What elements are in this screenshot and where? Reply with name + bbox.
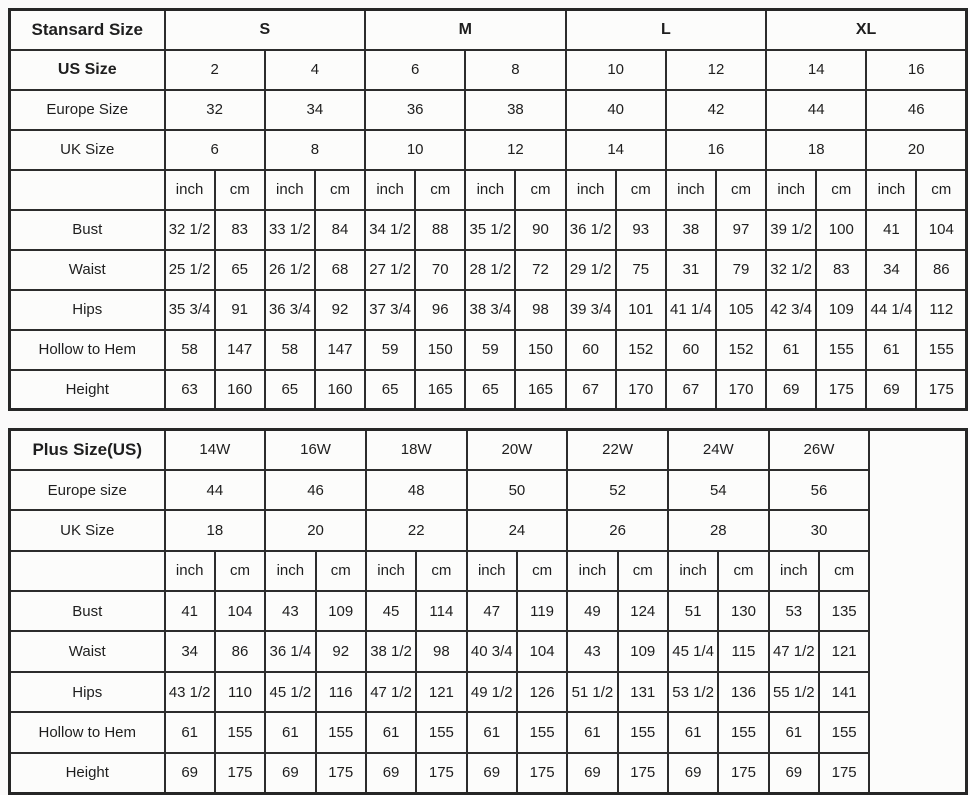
- measurement-value: 40 3/4: [467, 631, 517, 671]
- size-value: 14: [766, 50, 866, 90]
- measurement-value: 175: [816, 370, 866, 410]
- measurement-value: 69: [769, 753, 819, 793]
- size-value: 12: [666, 50, 766, 90]
- unit-header: inch: [567, 551, 617, 591]
- measurement-value: 45 1/4: [668, 631, 718, 671]
- measurement-value: 51 1/2: [567, 672, 617, 712]
- size-value: 8: [265, 130, 365, 170]
- measurement-value: 41 1/4: [666, 290, 716, 330]
- measurement-value: 175: [215, 753, 265, 793]
- unit-header: cm: [716, 170, 766, 210]
- corner-label: Plus Size(US): [10, 430, 165, 470]
- header-row: [10, 10, 967, 50]
- measurement-value: 104: [517, 631, 567, 671]
- measurement-value: 155: [916, 330, 966, 370]
- measurement-value: 83: [215, 210, 265, 250]
- measurement-value: 38: [666, 210, 716, 250]
- size-value: 12: [465, 130, 565, 170]
- measurement-value: 29 1/2: [566, 250, 616, 290]
- size-value: 30: [769, 510, 870, 550]
- measurement-value: 115: [718, 631, 768, 671]
- measurement-value: 126: [517, 672, 567, 712]
- unit-header: cm: [517, 551, 567, 591]
- measurement-value: 32 1/2: [165, 210, 215, 250]
- measurement-value: 72: [515, 250, 565, 290]
- measurement-value: 69: [668, 753, 718, 793]
- size-value: 10: [365, 130, 465, 170]
- measurement-value: 65: [215, 250, 265, 290]
- size-value: 16: [666, 130, 766, 170]
- measurement-value: 41: [866, 210, 916, 250]
- measurement-value: 152: [716, 330, 766, 370]
- empty-column: [869, 430, 966, 794]
- measurement-value: 175: [316, 753, 366, 793]
- unit-header: inch: [769, 551, 819, 591]
- size-value: 18: [165, 510, 266, 550]
- size-value: 18: [766, 130, 866, 170]
- measurement-value: 155: [618, 712, 668, 752]
- measurement-value: 59: [465, 330, 515, 370]
- unit-header: inch: [165, 170, 215, 210]
- unit-header: inch: [366, 551, 416, 591]
- size-value: 26: [567, 510, 668, 550]
- measurement-value: 36 3/4: [265, 290, 315, 330]
- measurement-value: 61: [668, 712, 718, 752]
- measurement-value: 170: [716, 370, 766, 410]
- measurement-value: 28 1/2: [465, 250, 515, 290]
- measurement-value: 69: [265, 753, 315, 793]
- measurement-value: 53 1/2: [668, 672, 718, 712]
- row-label: Hips: [10, 290, 165, 330]
- measurement-value: 34: [165, 631, 215, 671]
- row-label: Waist: [10, 250, 165, 290]
- measurement-value: 69: [165, 753, 215, 793]
- header-row: [10, 430, 967, 470]
- size-value: 42: [666, 90, 766, 130]
- row-label: Europe size: [10, 470, 165, 510]
- measurement-value: 67: [566, 370, 616, 410]
- measurement-value: 86: [215, 631, 265, 671]
- measurement-value: 47: [467, 591, 517, 631]
- row-label: US Size: [10, 50, 165, 90]
- measurement-value: 131: [618, 672, 668, 712]
- measurement-row: [10, 290, 967, 330]
- measurement-value: 93: [616, 210, 666, 250]
- measurement-value: 165: [415, 370, 465, 410]
- measurement-value: 34 1/2: [365, 210, 415, 250]
- size-value: 2: [165, 50, 265, 90]
- measurement-value: 101: [616, 290, 666, 330]
- measurement-value: 175: [517, 753, 567, 793]
- measurement-value: 84: [315, 210, 365, 250]
- measurement-value: 35 3/4: [165, 290, 215, 330]
- unit-header: cm: [215, 551, 265, 591]
- unit-header: cm: [416, 551, 466, 591]
- row-label: Hollow to Hem: [10, 712, 165, 752]
- measurement-value: 155: [517, 712, 567, 752]
- unit-header: cm: [816, 170, 866, 210]
- unit-header: inch: [566, 170, 616, 210]
- measurement-row: [10, 250, 967, 290]
- measurement-value: 175: [618, 753, 668, 793]
- measurement-value: 44 1/4: [866, 290, 916, 330]
- measurement-row: [10, 591, 967, 631]
- measurement-value: 90: [515, 210, 565, 250]
- measurement-value: 124: [618, 591, 668, 631]
- measurement-value: 38 1/2: [366, 631, 416, 671]
- size-value: 46: [265, 470, 366, 510]
- size-group-header: 14W: [165, 430, 266, 470]
- measurement-value: 45 1/2: [265, 672, 315, 712]
- measurement-value: 69: [567, 753, 617, 793]
- measurement-value: 35 1/2: [465, 210, 515, 250]
- row-label: Hips: [10, 672, 165, 712]
- measurement-value: 61: [866, 330, 916, 370]
- unit-header: inch: [766, 170, 816, 210]
- measurement-value: 61: [766, 330, 816, 370]
- measurement-value: 109: [618, 631, 668, 671]
- size-group-header: M: [365, 10, 566, 50]
- measurement-value: 121: [819, 631, 869, 671]
- unit-header: inch: [365, 170, 415, 210]
- unit-header: cm: [718, 551, 768, 591]
- measurement-value: 68: [315, 250, 365, 290]
- size-value: 20: [265, 510, 366, 550]
- size-value: 14: [566, 130, 666, 170]
- measurement-row: [10, 631, 967, 671]
- unit-header: inch: [265, 170, 315, 210]
- size-row: [10, 470, 967, 510]
- measurement-value: 97: [716, 210, 766, 250]
- size-row: [10, 90, 967, 130]
- size-group-header: L: [566, 10, 767, 50]
- measurement-value: 65: [265, 370, 315, 410]
- size-value: 24: [467, 510, 568, 550]
- measurement-value: 150: [515, 330, 565, 370]
- measurement-value: 150: [415, 330, 465, 370]
- size-row: [10, 510, 967, 550]
- measurement-value: 61: [769, 712, 819, 752]
- measurement-value: 112: [916, 290, 966, 330]
- measurement-value: 96: [415, 290, 465, 330]
- size-value: 4: [265, 50, 365, 90]
- measurement-value: 86: [916, 250, 966, 290]
- row-label: Europe Size: [10, 90, 165, 130]
- measurement-value: 41: [165, 591, 215, 631]
- measurement-value: 165: [515, 370, 565, 410]
- measurement-value: 65: [365, 370, 415, 410]
- size-value: 8: [465, 50, 565, 90]
- measurement-value: 104: [916, 210, 966, 250]
- unit-header: inch: [465, 170, 515, 210]
- size-value: 48: [366, 470, 467, 510]
- size-value: 6: [165, 130, 265, 170]
- measurement-value: 69: [766, 370, 816, 410]
- size-value: 44: [165, 470, 266, 510]
- measurement-value: 98: [416, 631, 466, 671]
- measurement-value: 36 1/2: [566, 210, 616, 250]
- row-label: Bust: [10, 591, 165, 631]
- measurement-value: 98: [515, 290, 565, 330]
- size-group-header: XL: [766, 10, 967, 50]
- unit-header: inch: [467, 551, 517, 591]
- size-value: 46: [866, 90, 966, 130]
- unit-header: cm: [415, 170, 465, 210]
- unit-header: cm: [819, 551, 869, 591]
- measurement-value: 38 3/4: [465, 290, 515, 330]
- measurement-value: 121: [416, 672, 466, 712]
- row-label: Bust: [10, 210, 165, 250]
- size-value: 16: [866, 50, 966, 90]
- size-group-header: 22W: [567, 430, 668, 470]
- measurement-value: 47 1/2: [769, 631, 819, 671]
- measurement-value: 39 1/2: [766, 210, 816, 250]
- measurement-value: 63: [165, 370, 215, 410]
- size-value: 6: [365, 50, 465, 90]
- measurement-value: 51: [668, 591, 718, 631]
- unit-header: cm: [316, 551, 366, 591]
- size-row: [10, 130, 967, 170]
- measurement-value: 58: [165, 330, 215, 370]
- measurement-value: 152: [616, 330, 666, 370]
- measurement-value: 31: [666, 250, 716, 290]
- measurement-value: 160: [215, 370, 265, 410]
- measurement-value: 27 1/2: [365, 250, 415, 290]
- measurement-value: 61: [467, 712, 517, 752]
- measurement-value: 116: [316, 672, 366, 712]
- row-label: Height: [10, 753, 165, 793]
- measurement-value: 155: [819, 712, 869, 752]
- measurement-value: 53: [769, 591, 819, 631]
- unit-header: inch: [668, 551, 718, 591]
- measurement-value: 175: [718, 753, 768, 793]
- measurement-value: 79: [716, 250, 766, 290]
- measurement-row: [10, 672, 967, 712]
- unit-header: inch: [265, 551, 315, 591]
- measurement-value: 170: [616, 370, 666, 410]
- row-label: Height: [10, 370, 165, 410]
- row-label-empty: [10, 170, 165, 210]
- measurement-value: 147: [215, 330, 265, 370]
- measurement-value: 26 1/2: [265, 250, 315, 290]
- measurement-value: 175: [916, 370, 966, 410]
- measurement-value: 36 1/4: [265, 631, 315, 671]
- measurement-value: 100: [816, 210, 866, 250]
- measurement-value: 175: [819, 753, 869, 793]
- measurement-value: 60: [666, 330, 716, 370]
- measurement-value: 65: [465, 370, 515, 410]
- size-value: 10: [566, 50, 666, 90]
- row-label: UK Size: [10, 130, 165, 170]
- size-group-header: 16W: [265, 430, 366, 470]
- row-label-empty: [10, 551, 165, 591]
- size-value: 38: [465, 90, 565, 130]
- unit-header: inch: [666, 170, 716, 210]
- measurement-value: 75: [616, 250, 666, 290]
- measurement-value: 69: [866, 370, 916, 410]
- measurement-value: 42 3/4: [766, 290, 816, 330]
- measurement-value: 45: [366, 591, 416, 631]
- measurement-value: 114: [416, 591, 466, 631]
- unit-header: cm: [515, 170, 565, 210]
- size-value: 44: [766, 90, 866, 130]
- unit-row: [10, 551, 967, 591]
- measurement-value: 155: [215, 712, 265, 752]
- measurement-value: 109: [816, 290, 866, 330]
- measurement-value: 39 3/4: [566, 290, 616, 330]
- measurement-value: 135: [819, 591, 869, 631]
- measurement-value: 92: [316, 631, 366, 671]
- measurement-value: 61: [265, 712, 315, 752]
- size-value: 50: [467, 470, 568, 510]
- unit-header: cm: [616, 170, 666, 210]
- measurement-value: 105: [716, 290, 766, 330]
- measurement-value: 147: [315, 330, 365, 370]
- unit-row: [10, 170, 967, 210]
- measurement-value: 136: [718, 672, 768, 712]
- measurement-value: 88: [415, 210, 465, 250]
- row-label: Waist: [10, 631, 165, 671]
- measurement-value: 55 1/2: [769, 672, 819, 712]
- measurement-row: [10, 330, 967, 370]
- measurement-value: 47 1/2: [366, 672, 416, 712]
- unit-header: cm: [215, 170, 265, 210]
- measurement-value: 69: [366, 753, 416, 793]
- size-group-header: 24W: [668, 430, 769, 470]
- unit-header: inch: [165, 551, 215, 591]
- measurement-value: 67: [666, 370, 716, 410]
- measurement-value: 59: [365, 330, 415, 370]
- measurement-value: 92: [315, 290, 365, 330]
- corner-label: Stansard Size: [10, 10, 165, 50]
- measurement-value: 49: [567, 591, 617, 631]
- plus-size-chart-table: [8, 428, 968, 795]
- measurement-value: 141: [819, 672, 869, 712]
- measurement-value: 69: [467, 753, 517, 793]
- measurement-row: [10, 210, 967, 250]
- measurement-value: 43: [567, 631, 617, 671]
- size-value: 52: [567, 470, 668, 510]
- size-group-header: 26W: [769, 430, 870, 470]
- measurement-value: 155: [316, 712, 366, 752]
- measurement-row: [10, 753, 967, 793]
- measurement-value: 155: [718, 712, 768, 752]
- size-value: 54: [668, 470, 769, 510]
- unit-header: inch: [866, 170, 916, 210]
- measurement-value: 119: [517, 591, 567, 631]
- measurement-value: 49 1/2: [467, 672, 517, 712]
- measurement-row: [10, 712, 967, 752]
- measurement-value: 110: [215, 672, 265, 712]
- measurement-value: 43: [265, 591, 315, 631]
- measurement-value: 25 1/2: [165, 250, 215, 290]
- size-value: 56: [769, 470, 870, 510]
- size-value: 34: [265, 90, 365, 130]
- measurement-value: 61: [366, 712, 416, 752]
- unit-header: cm: [315, 170, 365, 210]
- measurement-value: 34: [866, 250, 916, 290]
- measurement-value: 70: [415, 250, 465, 290]
- measurement-value: 60: [566, 330, 616, 370]
- size-row: [10, 50, 967, 90]
- measurement-value: 91: [215, 290, 265, 330]
- row-label: Hollow to Hem: [10, 330, 165, 370]
- size-group-header: 20W: [467, 430, 568, 470]
- size-group-header: S: [165, 10, 366, 50]
- size-value: 22: [366, 510, 467, 550]
- measurement-row: [10, 370, 967, 410]
- size-value: 40: [566, 90, 666, 130]
- measurement-value: 32 1/2: [766, 250, 816, 290]
- standard-size-chart-table: [8, 8, 968, 411]
- size-value: 20: [866, 130, 966, 170]
- measurement-value: 130: [718, 591, 768, 631]
- measurement-value: 160: [315, 370, 365, 410]
- measurement-value: 155: [416, 712, 466, 752]
- measurement-value: 83: [816, 250, 866, 290]
- size-group-header: 18W: [366, 430, 467, 470]
- measurement-value: 61: [567, 712, 617, 752]
- size-value: 32: [165, 90, 265, 130]
- measurement-value: 43 1/2: [165, 672, 215, 712]
- size-value: 36: [365, 90, 465, 130]
- measurement-value: 155: [816, 330, 866, 370]
- size-value: 28: [668, 510, 769, 550]
- unit-header: cm: [916, 170, 966, 210]
- measurement-value: 58: [265, 330, 315, 370]
- measurement-value: 33 1/2: [265, 210, 315, 250]
- measurement-value: 61: [165, 712, 215, 752]
- measurement-value: 104: [215, 591, 265, 631]
- unit-header: cm: [618, 551, 668, 591]
- row-label: UK Size: [10, 510, 165, 550]
- measurement-value: 175: [416, 753, 466, 793]
- measurement-value: 37 3/4: [365, 290, 415, 330]
- measurement-value: 109: [316, 591, 366, 631]
